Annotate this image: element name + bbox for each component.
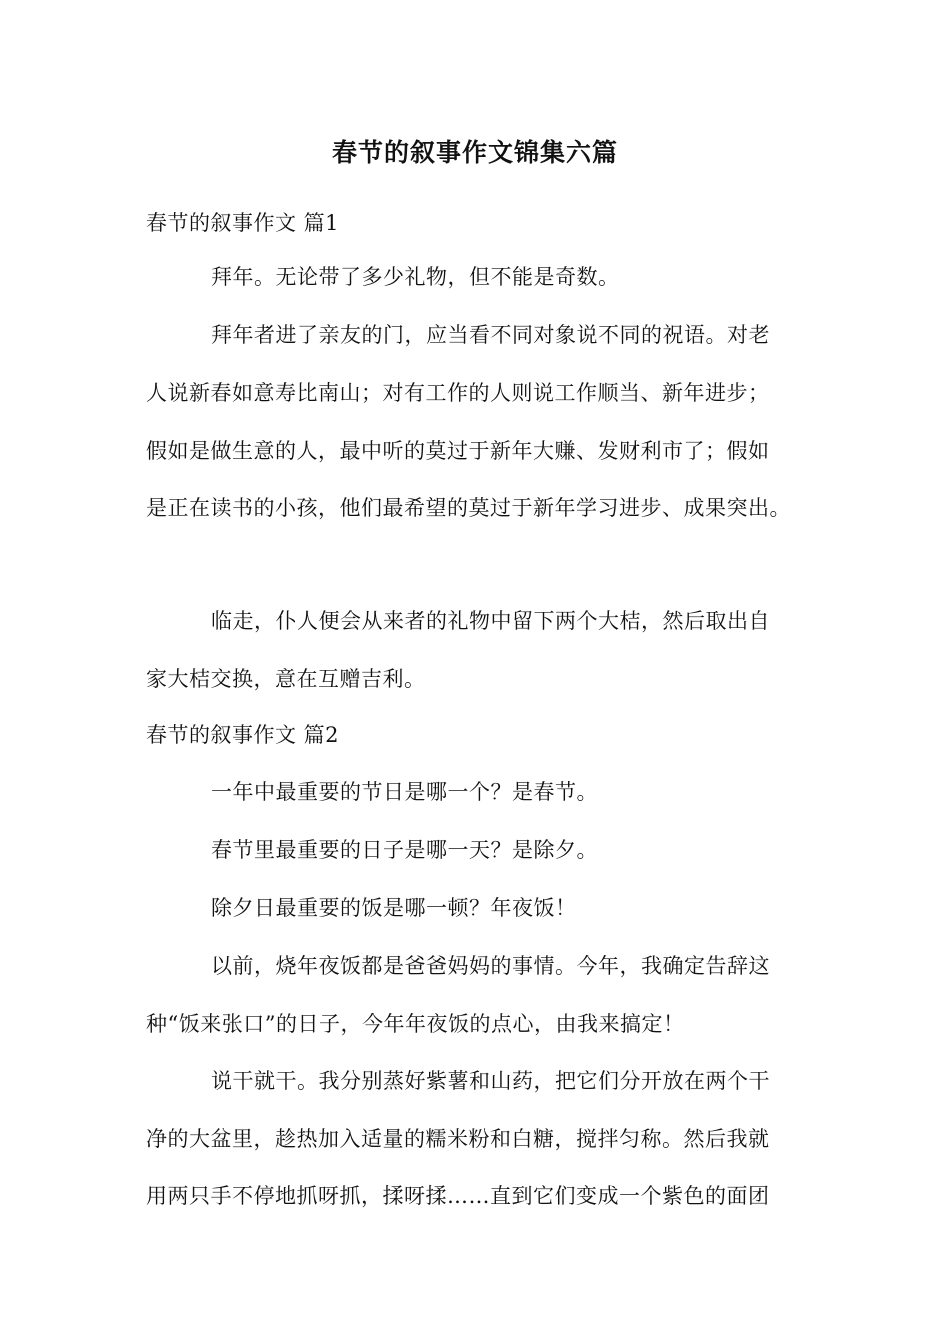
paragraph-line: 种“饭来张口”的日子，今年年夜饭的点心，由我来搞定！ <box>146 1012 685 1036</box>
paragraph-line: 拜年。无论带了多少礼物，但不能是奇数。 <box>211 265 620 289</box>
paragraph-line: 用两只手不停地抓呀抓，揉呀揉……直到它们变成一个紫色的面团 <box>146 1184 770 1208</box>
paragraph-line: 拜年者进了亲友的门，应当看不同对象说不同的祝语。对老 <box>211 323 770 347</box>
paragraph-line: 家大桔交换，意在互赠吉利。 <box>146 667 426 691</box>
paragraph-line: 净的大盆里，趁热加入适量的糯米粉和白糖，搅拌匀称。然后我就 <box>146 1127 770 1151</box>
paragraph-line: 一年中最重要的节日是哪一个？是春节。 <box>211 780 598 804</box>
paragraph-line: 是正在读书的小孩，他们最希望的莫过于新年学习进步、成果突出。 <box>146 496 791 520</box>
paragraph-line: 假如是做生意的人，最中听的莫过于新年大赚、发财利市了；假如 <box>146 439 770 463</box>
paragraph-line: 临走，仆人便会从来者的礼物中留下两个大桔，然后取出自 <box>211 609 770 633</box>
section-heading-1: 春节的叙事作文 篇1 <box>146 211 340 235</box>
paragraph-line: 以前，烧年夜饭都是爸爸妈妈的事情。今年，我确定告辞这 <box>211 954 770 978</box>
section-heading-2: 春节的叙事作文 篇2 <box>146 723 340 747</box>
paragraph-line: 说干就干。我分别蒸好紫薯和山药，把它们分开放在两个干 <box>211 1069 770 1093</box>
paragraph-line: 春节里最重要的日子是哪一天？是除夕。 <box>211 838 598 862</box>
document-title: 春节的叙事作文锦集六篇 <box>331 138 618 167</box>
paragraph-line: 除夕日最重要的饭是哪一顿？年夜饭！ <box>211 896 577 920</box>
paragraph-line: 人说新春如意寿比南山；对有工作的人则说工作顺当、新年进步； <box>146 381 770 405</box>
